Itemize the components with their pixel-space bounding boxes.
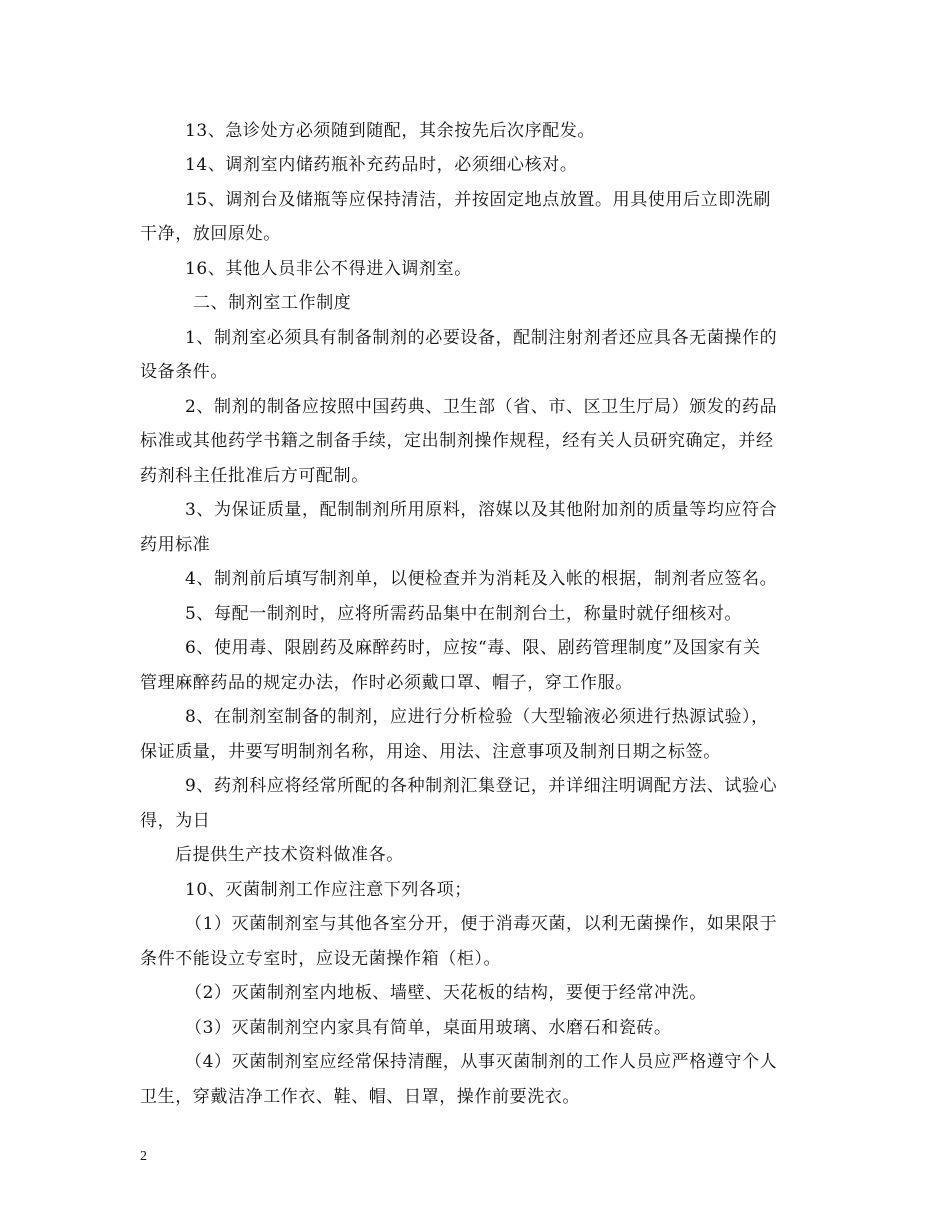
text-line: 3、为保证质量，配制制剂所用原料，溶媒以及其他附加剂的质量等均应符合	[185, 500, 778, 520]
text-line: 药剂科主任批准后方可配制。	[140, 466, 369, 486]
text-line: 4、制剂前后填写制剂单，以便检查并为消耗及入帐的根据，制剂者应签名。	[185, 569, 778, 589]
text-line: 5、每配一制剂时，应将所需药品集中在制剂台土，称量时就仔细核对。	[185, 604, 743, 624]
text-line: 得，为日	[140, 811, 211, 831]
text-line: 管理麻醉药品的规定办法，作时必须戴口罩、帽子，穿工作服。	[140, 673, 633, 693]
text-line: 14、调剂室内储药瓶补充药品时，必须细心核对。	[185, 155, 578, 175]
text-line: 条件不能设立专室时，应设无菌操作箱（柜）。	[140, 949, 502, 969]
text-line: 2、制剂的制备应按照中国药典、卫生部（省、市、区卫生厅局）颁发的药品	[185, 397, 778, 417]
text-line: （3）灭菌制剂空内家具有简单，桌面用玻璃、水磨石和瓷砖。	[185, 1018, 672, 1038]
text-line: 干净，放回原处。	[140, 224, 281, 244]
text-line: 药用标准	[140, 535, 211, 555]
text-line: 8、在制剂室制备的制剂，应进行分析检验（大型输液必须进行热源试验），	[185, 707, 769, 727]
text-line: （1）灭菌制剂室与其他各室分开，便于消毒灭菌，以利无菌操作，如果限于	[185, 914, 778, 934]
section-heading: 二、制剂室工作制度	[193, 293, 352, 313]
text-line: 10、灭菌制剂工作应注意下列各项；	[185, 880, 472, 900]
text-line: 15、调剂台及储瓶等应保持清洁，并按固定地点放置。用具使用后立即洗刷	[185, 190, 772, 210]
text-line: （4）灭菌制剂室应经常保持清醒，从事灭菌制剂的工作人员应严格遵守个人	[185, 1052, 778, 1072]
text-line: 16、其他人员非公不得进入调剂室。	[185, 259, 472, 279]
text-line: 设备条件。	[140, 362, 228, 382]
text-line: （2）灭菌制剂室内地板、墙壁、天花板的结构，要便于经常冲洗。	[185, 983, 707, 1003]
text-line: 1、制剂室必须具有制备制剂的必要设备，配制注射剂者还应具各无菌操作的	[185, 328, 778, 348]
text-line: 保证质量，井要写明制剂名称，用途、用法、注意事项及制剂日期之标签。	[140, 742, 721, 762]
text-line: 后提供生产技术资料做准各。	[175, 845, 404, 865]
text-line: 卫生，穿戴洁净工作衣、鞋、帽、日罩，操作前要洗衣。	[140, 1087, 580, 1107]
text-line: 标准或其他药学书籍之制备手续，定出制剂操作规程，经有关人员研究确定，并经	[140, 431, 774, 451]
text-line: 9、药剂科应将经常所配的各种制剂汇集登记，并详细注明调配方法、试验心	[185, 776, 778, 796]
page-number: 2	[140, 1149, 147, 1164]
text-line: 13、急诊处方必须随到随配，其余按先后次序配发。	[185, 121, 596, 141]
text-line: 6、使用毒、限剧药及麻醉药时，应按“毒、限、剧药管理制度”及国家有关	[185, 638, 761, 658]
